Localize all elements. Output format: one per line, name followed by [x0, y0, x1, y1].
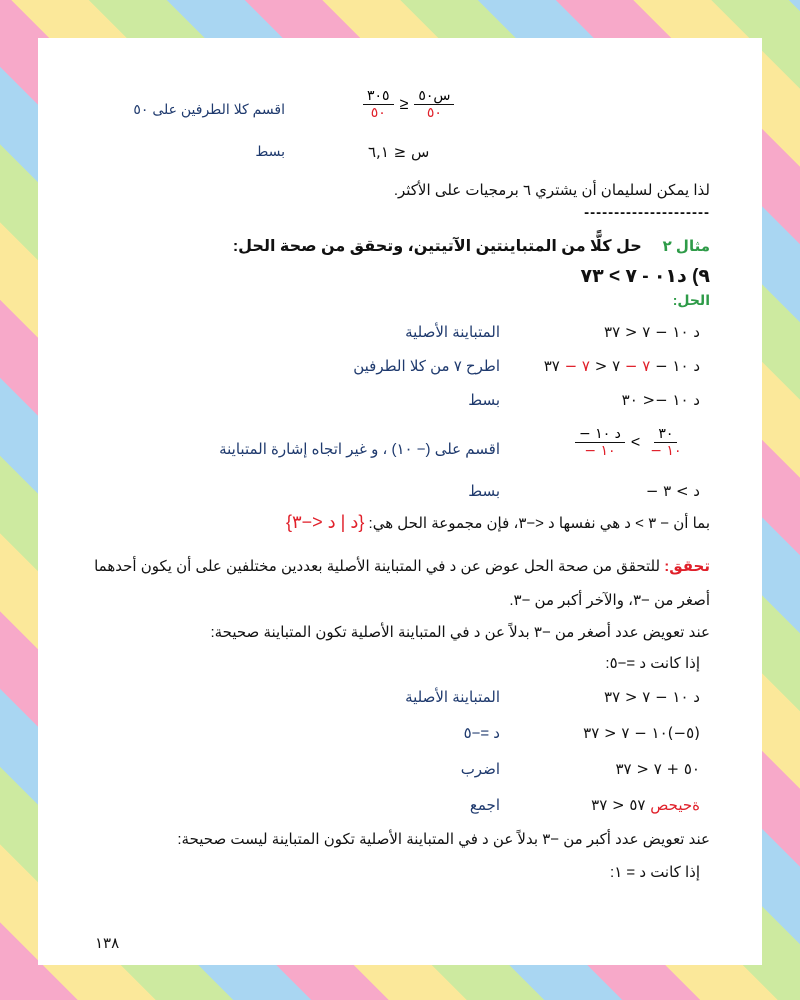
step-label: اقسم على (− ١٠) ، و غير اتجاه إشارة المتباينة [219, 441, 500, 458]
check-paragraph [94, 557, 710, 575]
step-label: د =−٥ [463, 725, 500, 742]
step-label: بسط [255, 143, 285, 159]
fraction-numerator: ٥٠س [414, 88, 454, 105]
fraction-denominator: ٥٠ [370, 105, 386, 121]
step-label: اضرب [460, 761, 500, 778]
example-label: مثال ٢ [662, 238, 710, 255]
step-label: المتباينة الأصلية [405, 689, 500, 706]
expr-part: − ٧ [624, 357, 651, 375]
check-text: عند تعويض عدد أكبر من −٣ بدلاً عن د في المتباينة الأصلية تكون المتباينة ليست صحيحة: [177, 831, 710, 848]
solution-set: {د | د <−٣} [285, 512, 365, 532]
expr-part: − ١٠ د [650, 357, 700, 375]
step-label: اطرح ٧ من كلا الطرفين [353, 358, 500, 375]
conclusion-text: لذا يمكن لسليمان أن يشتري ٦ برمجيات على الأكثر. [393, 182, 710, 199]
problem-number: ٩) [692, 266, 710, 287]
fraction-denominator: ٥٠ [426, 105, 442, 121]
problem-expression: د١٠ - ٧ > ٣٧ [580, 266, 687, 287]
step-expression [544, 357, 700, 375]
example-prompt: حل كلًّا من المتباينتين الآتيتين، وتحقق من صحة الحل: [232, 238, 642, 255]
page [38, 38, 762, 965]
check-text: عند تعويض عدد أصغر من −٣ بدلاً عن د في المتباينة الأصلية تكون المتباينة صحيحة: [210, 624, 710, 641]
inequality-sign: ≥ [399, 95, 409, 113]
step-label: بسط [468, 483, 500, 500]
fraction-numerator: ٣٠٥ [363, 88, 394, 105]
fraction-numerator: ٣٠ [654, 426, 677, 443]
solution-label: الحل: [672, 292, 710, 308]
step-expression: ٣٧ > ٧ + ٥٠ [615, 760, 700, 778]
inequality-sign: < [630, 433, 641, 451]
expr-part: ٣٧ [543, 357, 565, 375]
fraction-denominator: − ١٠ [584, 443, 616, 459]
expr: ٣٧ > ٥٧ [591, 796, 646, 814]
fraction-inequality [363, 88, 454, 121]
solution-set-line [286, 512, 710, 533]
divider: --------------------- [584, 204, 710, 221]
step-expression: ٣٧ > ٧ − ١٠(−٥) [583, 724, 700, 742]
step-expression: ٣٧ > ٧ − ١٠ د [604, 688, 700, 706]
check-text: إذا كانت د =−٥: [605, 655, 700, 672]
solution-set-text: بما أن − ٣ > د هي نفسها د <−٣، فإن مجموعة الحل هي: [368, 515, 710, 532]
fraction-inequality [575, 426, 685, 459]
example-heading [233, 236, 710, 256]
step-label: اجمع [469, 797, 500, 814]
step-expression: − ٣ < د [645, 482, 700, 500]
step-expression [591, 796, 700, 814]
problem [581, 265, 711, 288]
step-expression: ٦,١ ≥ س [368, 143, 430, 161]
expr-part: > ٧ [589, 357, 625, 375]
expr-part: − ٧ [564, 357, 590, 375]
step-label: بسط [468, 392, 500, 409]
check-label: تحقق: [664, 558, 710, 575]
check-text: للتحقق من صحة الحل عوض عن د في المتباينة الأصلية بعددين مختلفين على أن يكون أحدهما [94, 558, 661, 575]
check-text: أصغر من −٣، والآخر أكبر من −٣. [509, 592, 710, 609]
step-expression: ٣٠ >− ١٠ د [621, 391, 700, 409]
step-label: اقسم كلا الطرفين على ٥٠ [133, 101, 285, 117]
fraction-numerator: − ١٠ د [575, 426, 625, 443]
true-word: صحيحة [650, 797, 700, 814]
step-label: المتباينة الأصلية [405, 324, 500, 341]
page-number: ١٣٨ [95, 935, 120, 952]
step-expression: ٣٧ > ٧ − ١٠ د [604, 323, 700, 341]
check-text: إذا كانت د = ١: [610, 864, 700, 881]
fraction-denominator: − ١٠ [650, 443, 682, 459]
